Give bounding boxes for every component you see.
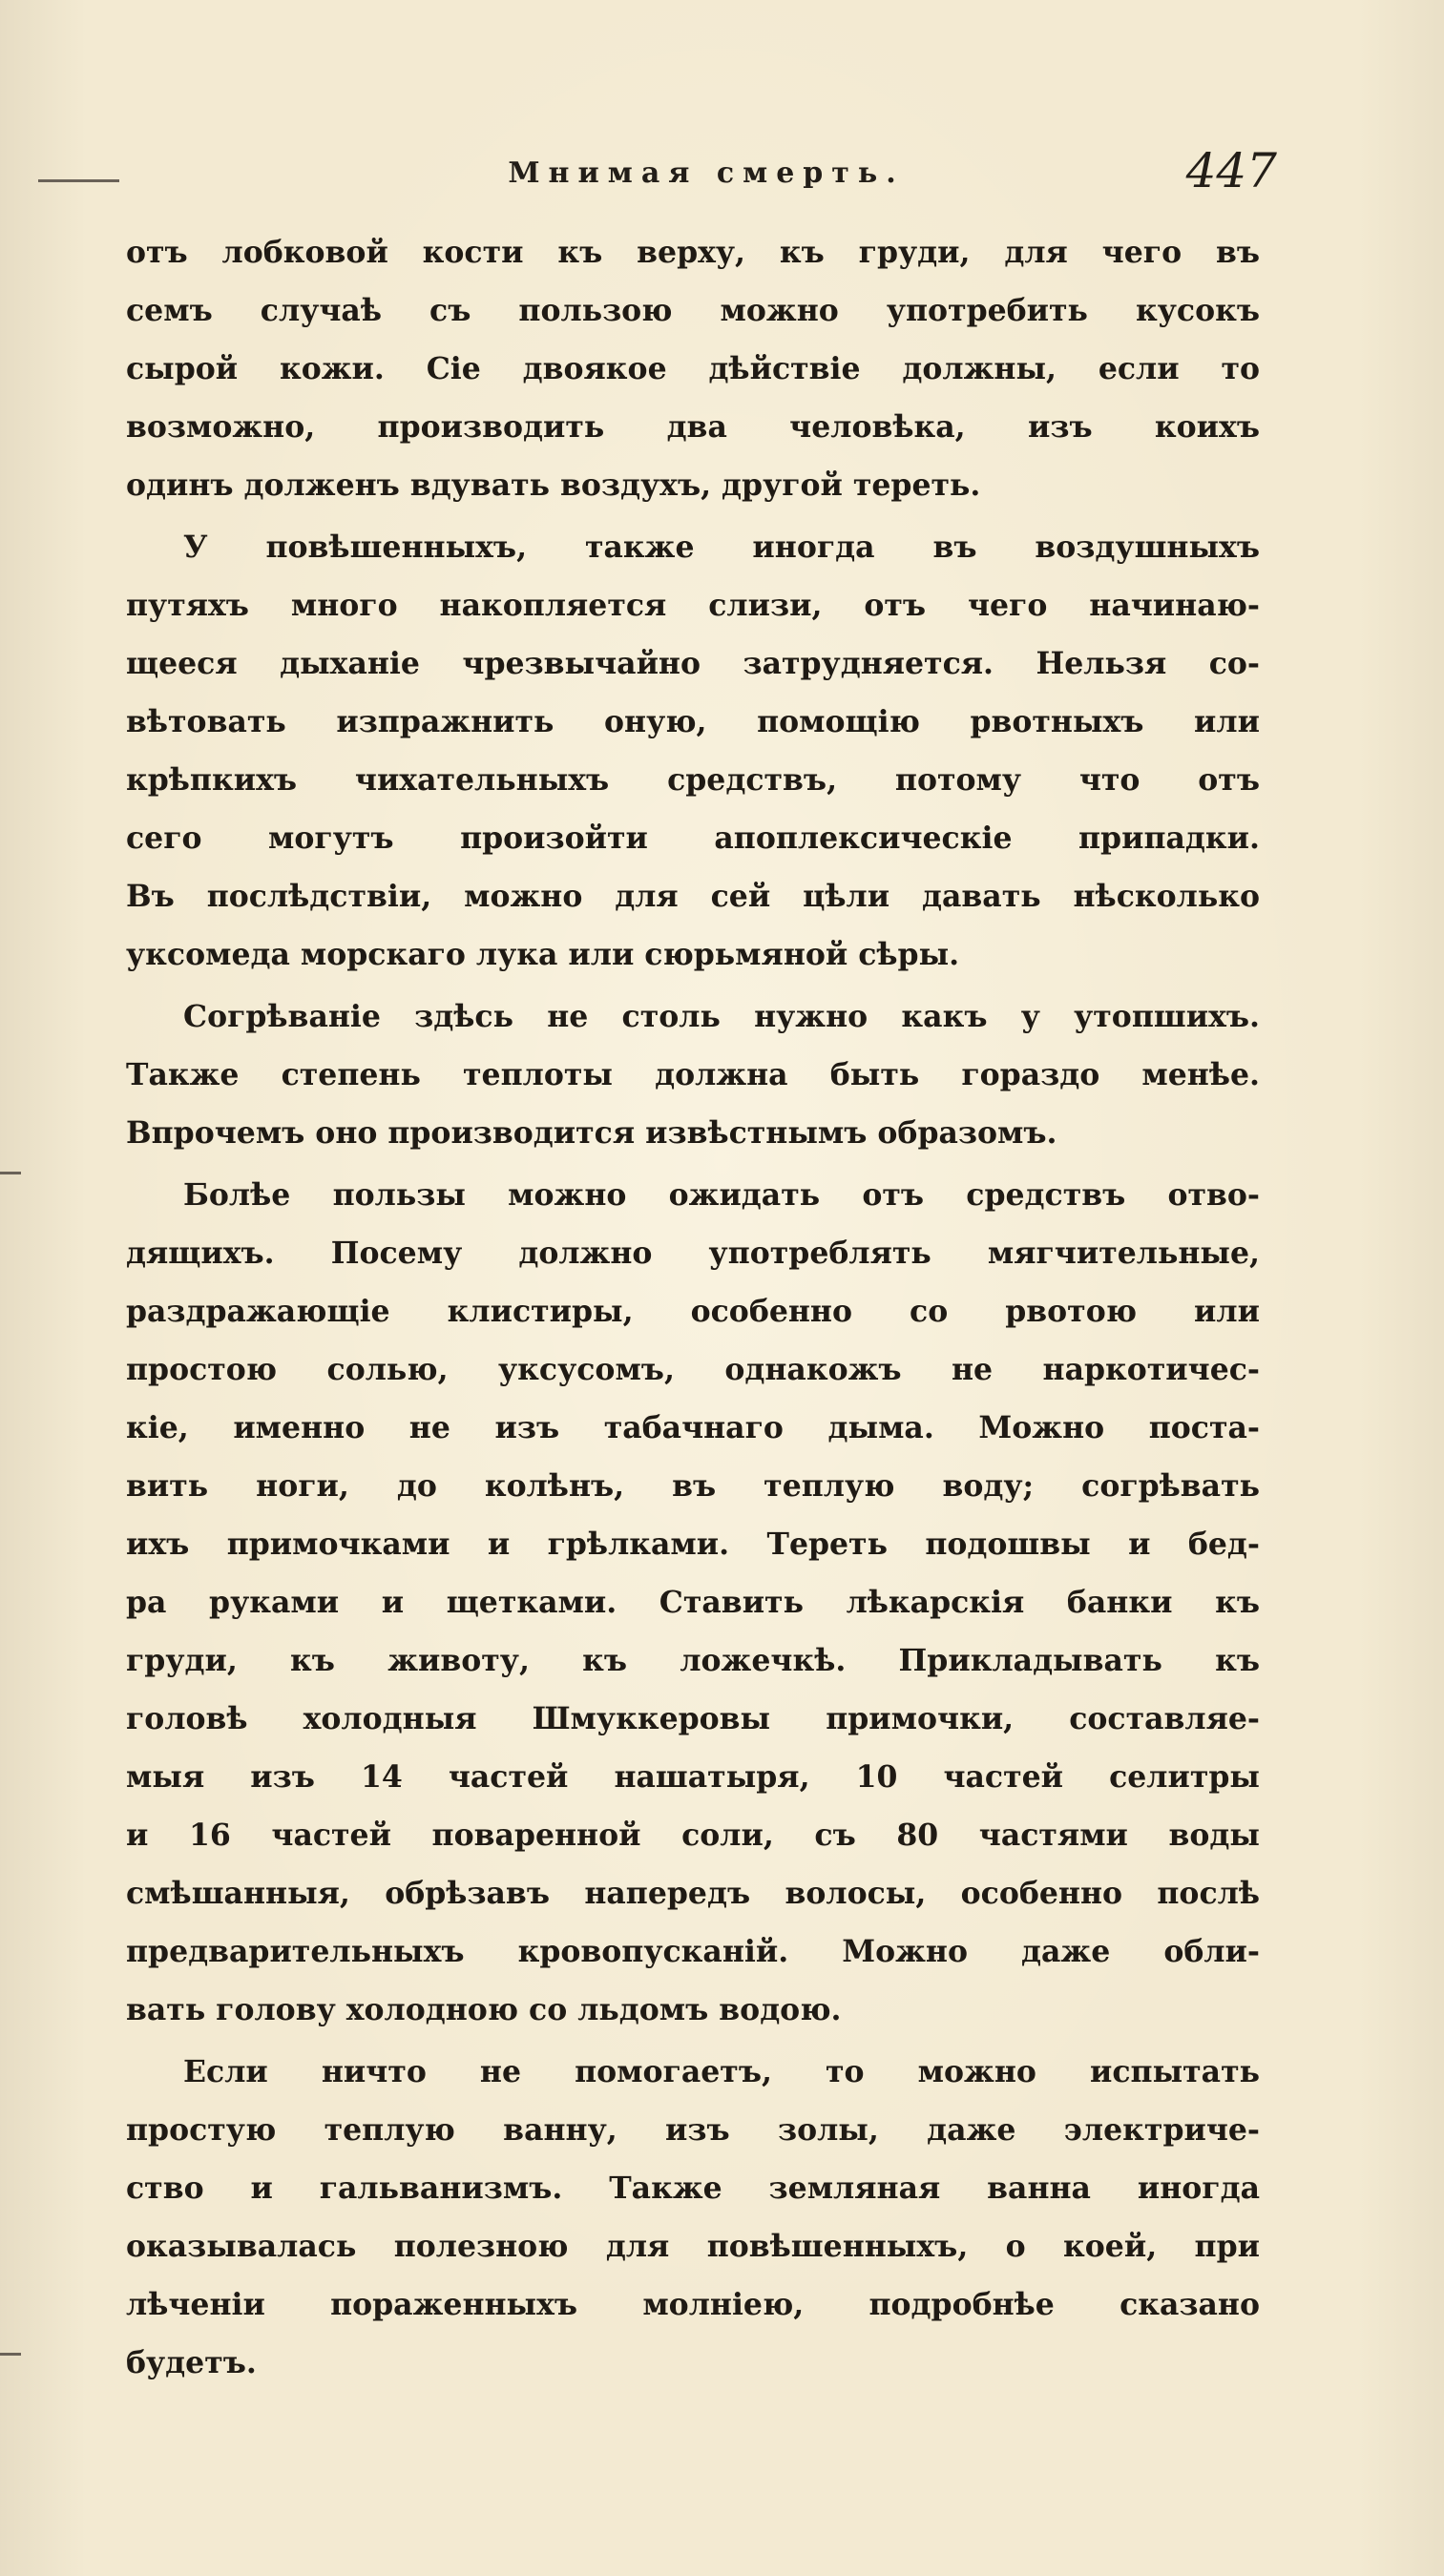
text-line: предварительныхъ кровопусканій. Можно даже обли- [126,1934,1260,1969]
text-line: Впрочемъ оно производится извѣстнымъ образомъ. [126,1115,1057,1151]
text-line: лѣченіи пораженныхъ молніею, подробнѣе сказано [126,2287,1260,2322]
text-line: ство и гальванизмъ. Также земляная ванна иногда [126,2171,1260,2206]
text-line: отъ лобковой кости къ верху, къ груди, для чего въ [126,235,1260,270]
text-line: дящихъ. Посему должно употреблять мягчительные, [126,1236,1260,1271]
text-line: щееся дыханіе чрезвычайно затрудняется. Нельзя со- [126,646,1260,681]
text-line: головѣ холодныя Шмуккеровы примочки, составляе- [126,1701,1260,1736]
text-line: путяхъ много накопляется слизи, отъ чего начинаю- [126,588,1260,623]
text-line: сего могутъ произойти апоплексическіе припадки. [126,821,1260,856]
page-number: 447 [1185,143,1277,198]
body-text [126,223,1260,2392]
text-line: сырой кожи. Сіе двоякое дѣйствіе должны, если то [126,351,1260,386]
text-line: вить ноги, до колѣнъ, въ теплую воду; согрѣвать [126,1468,1260,1504]
margin-mark [0,2353,21,2356]
text-line: ихъ примочками и грѣлками. Тереть подошвы и бед- [126,1527,1260,1562]
text-line: мыя изъ 14 частей нашатыря, 10 частей селитры [126,1759,1260,1795]
text-line: Если ничто не помогаетъ, то можно испытать [183,2054,1260,2089]
text-line: Въ послѣдствіи, можно для сей цѣли давать нѣсколько [126,879,1260,914]
text-line: раздражающіе клистиры, особенно со рвотою или [126,1294,1260,1329]
text-line: ра руками и щетками. Ставить лѣкарскія банки къ [126,1585,1260,1620]
text-line: кіе, именно не изъ табачнаго дыма. Можно поста- [126,1410,1260,1445]
running-title: Мнимая смерть. [508,156,905,190]
text-line: оказывалась полезною для повѣшенныхъ, о коей, при [126,2229,1260,2264]
text-line: возможно, производить два человѣка, изъ коихъ [126,409,1260,445]
text-line: крѣпкихъ чихательныхъ средствъ, потому что отъ [126,762,1260,798]
text-line: одинъ долженъ вдувать воздухъ, другой тереть. [126,467,981,503]
text-line: груди, къ животу, къ ложечкѣ. Прикладывать къ [126,1643,1260,1678]
page-header [0,141,1444,208]
text-line: Согрѣваніе здѣсь не столь нужно какъ у утопшихъ. [183,999,1260,1034]
text-line: уксомеда морскаго лука или сюрьмяной сѣры. [126,937,960,972]
text-line: будетъ. [126,2345,257,2380]
text-line: простую теплую ванну, изъ золы, даже электриче- [126,2112,1260,2148]
text-line: и 16 частей поваренной соли, съ 80 частями воды [126,1818,1260,1853]
text-line: простою солью, уксусомъ, однакожъ не наркотичес- [126,1352,1260,1387]
text-line: Болѣе пользы можно ожидать отъ средствъ отво- [183,1177,1260,1213]
text-line: Также степень теплоты должна быть гораздо менѣе. [126,1057,1260,1092]
text-line: смѣшанныя, обрѣзавъ напередъ волосы, особенно послѣ [126,1876,1260,1911]
text-line: У повѣшенныхъ, также иногда въ воздушныхъ [183,530,1260,565]
text-line: вать голову холодною со льдомъ водою. [126,1992,842,2027]
text-line: семъ случаѣ съ пользою можно употребить кусокъ [126,293,1260,328]
margin-mark [0,1172,21,1174]
text-line: вѣтовать изпражнить оную, помощію рвотныхъ или [126,704,1260,739]
